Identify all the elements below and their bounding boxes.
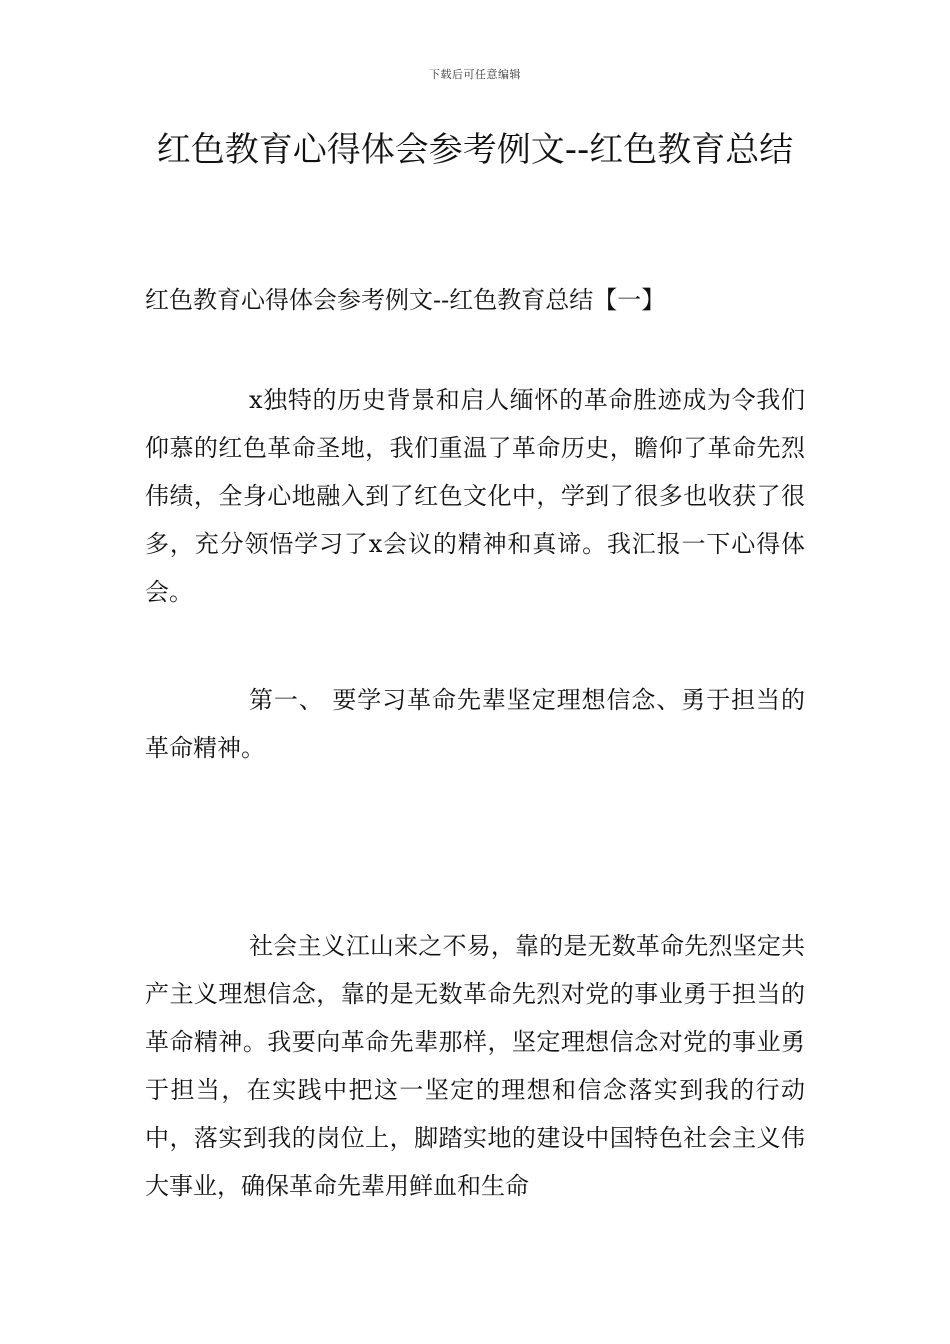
section-heading: 红色教育心得体会参考例文--红色教育总结【一】: [145, 286, 666, 314]
paragraph-body: 社会主义江山来之不易，靠的是无数革命先烈坚定共产主义理想信念，靠的是无数革命先烈对党的事业勇于担当的革命精神。我要向革命先辈那样，坚定理想信念对党的事业勇于担当，在实践中把这一坚定的理想和信念落实到我的行动中，落实到我的岗位上，脚踏实地的建设中国特色社会主义伟大事业，确保革命先辈用鲜血和生命: [145, 932, 805, 1200]
paragraph-intro: x独特的历史背景和启人缅怀的革命胜迹成为令我们仰慕的红色革命圣地，我们重温了革命历史，瞻仰了革命先烈伟绩，全身心地融入到了红色文化中，学到了很多也收获了很多，充分领悟学习了x会议的精神和真谛。我汇报一下心得体会。: [145, 386, 805, 606]
document-title: 红色教育心得体会参考例文--红色教育总结: [156, 130, 794, 170]
header-note: 下载后可任意编辑: [429, 68, 521, 81]
paragraph-point-one: 第一、 要学习革命先辈坚定理想信念、勇于担当的革命精神。: [145, 686, 805, 762]
